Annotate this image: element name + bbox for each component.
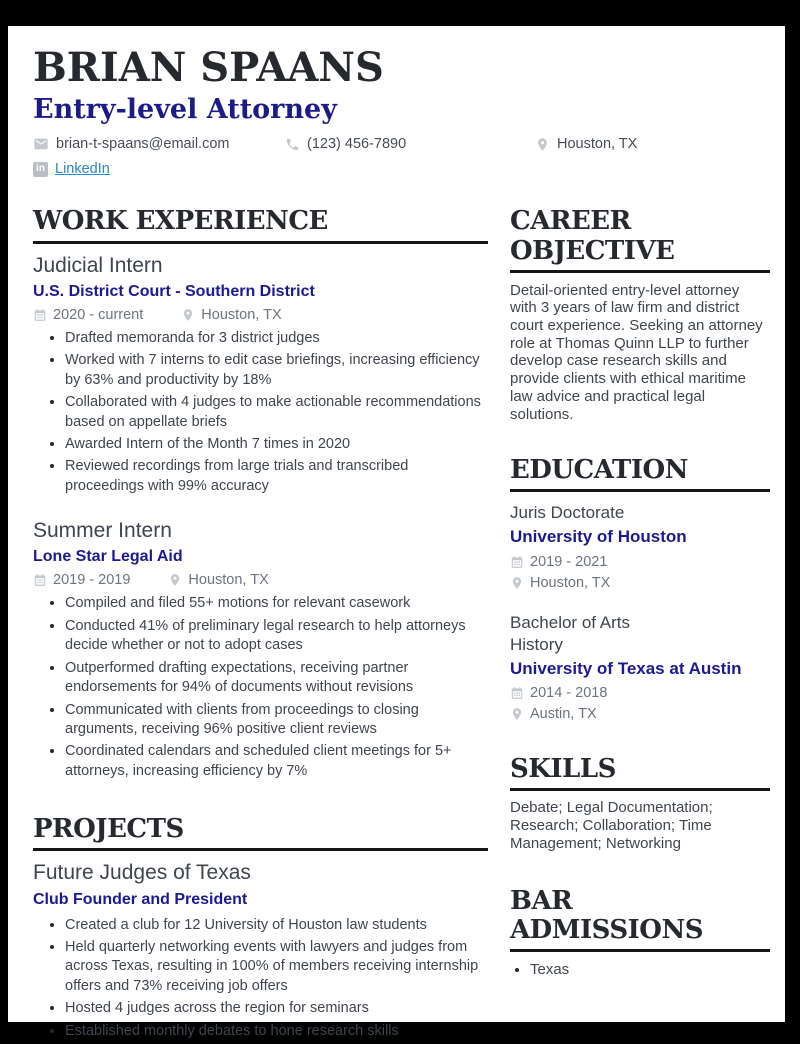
job-dates xyxy=(33,572,130,588)
contact-location xyxy=(535,136,637,152)
location-pin-icon xyxy=(510,576,524,590)
linkedin-icon: in xyxy=(33,162,48,177)
section-career-objective xyxy=(510,207,770,423)
contact-location-text: Houston, TX xyxy=(557,136,638,153)
job-location-text: Houston, TX xyxy=(201,306,282,323)
contact-email xyxy=(33,136,285,152)
career-objective-heading: CAREER OBJECTIVE xyxy=(510,207,770,272)
education-heading: EDUCATION xyxy=(510,456,770,492)
project-role: Club Founder and President xyxy=(33,890,248,908)
section-work-experience xyxy=(33,207,488,781)
calendar-icon xyxy=(33,308,47,322)
projects-heading: PROJECTS xyxy=(33,815,488,851)
bullet-item: • Worked with 7 interns to edit case briefings, increasing efficiency by 63% and productivity by 18% xyxy=(65,351,488,390)
project-bullet-list xyxy=(33,916,488,1042)
section-education xyxy=(510,456,770,722)
education-location-text: Austin, TX xyxy=(530,705,597,722)
bullet-item: • Hosted 4 judges across the region for seminars xyxy=(65,999,488,1018)
education-degree: Bachelor of Arts xyxy=(510,612,631,632)
bullet-item: • Held quarterly networking events with lawyers and judges from across Texas, resulting in 100% of members receiving internship offers and 73% receiving job offers xyxy=(65,938,488,996)
job-bullet-list xyxy=(33,594,488,781)
contact-info xyxy=(33,136,770,177)
bullet-item: • Awarded Intern of the Month 7 times in 2020 xyxy=(65,435,488,454)
candidate-name: BRIAN SPAANS xyxy=(33,44,384,91)
job-company: U.S. District Court - Southern District xyxy=(33,282,315,300)
job-title: Summer Intern xyxy=(33,519,172,543)
skills-text: Debate; Legal Documentation; Research; Collaboration; Time Management; Networking xyxy=(510,798,713,853)
bar-admissions-heading: BAR ADMISSIONS xyxy=(510,887,770,952)
job-dates-text: 2019 - 2019 xyxy=(53,572,131,589)
job-location-text: Houston, TX xyxy=(188,572,269,589)
contact-email-text: brian-t-spaans@email.com xyxy=(56,136,230,153)
section-bar-admissions xyxy=(510,887,770,980)
career-objective-text: Detail-oriented entry-level attorney with 3 years of law firm and district court experience. Seeking an attorney role at Thomas Quinn LLP to further develop case research skills and provide clients with ethical maritime law advice and practical legal solutions. xyxy=(510,281,763,423)
work-experience-heading: WORK EXPERIENCE xyxy=(33,207,488,243)
bar-admissions-list xyxy=(510,960,770,980)
job-entry-summer-intern xyxy=(33,518,488,781)
calendar-icon xyxy=(510,686,524,700)
bullet-item: • Texas xyxy=(530,960,770,980)
bullet-item: • Created a club for 12 University of Houston law students xyxy=(65,916,488,935)
bullet-item: • Outperformed drafting expectations, receiving partner endorsements for 94% of documents without revisions xyxy=(65,659,488,698)
bullet-item: • Conducted 41% of preliminary legal research to help attorneys decide whether or not to adopt cases xyxy=(65,617,488,656)
job-title: Judicial Intern xyxy=(33,253,163,277)
job-dates-text: 2020 - current xyxy=(53,306,144,323)
location-pin-icon xyxy=(168,573,182,587)
contact-row-2 xyxy=(33,161,770,177)
education-dates-text: 2019 - 2021 xyxy=(530,553,608,570)
linkedin-link[interactable]: LinkedIn xyxy=(55,161,110,178)
contact-phone xyxy=(285,136,535,152)
envelope-icon xyxy=(33,136,49,152)
calendar-icon xyxy=(33,573,47,587)
bullet-item: • Compiled and filed 55+ motions for relevant casework xyxy=(65,594,488,613)
education-location xyxy=(510,575,770,591)
contact-row-1 xyxy=(33,136,770,152)
project-entry xyxy=(33,860,488,1041)
candidate-title: Entry-level Attorney xyxy=(33,93,337,125)
job-location xyxy=(168,572,268,588)
right-column xyxy=(510,207,770,1044)
resume-header xyxy=(33,46,770,177)
bullet-item: • Reviewed recordings from large trials and transcribed proceedings with 99% accuracy xyxy=(65,457,488,496)
resume-page xyxy=(8,26,785,1039)
contact-phone-text: (123) 456-7890 xyxy=(307,136,407,153)
education-location-text: Houston, TX xyxy=(530,574,611,591)
location-pin-icon xyxy=(535,137,550,152)
education-school: University of Texas at Austin xyxy=(510,658,742,678)
job-meta-row xyxy=(33,307,488,323)
job-location xyxy=(181,307,281,323)
job-company: Lone Star Legal Aid xyxy=(33,548,183,566)
section-skills xyxy=(510,755,770,854)
skills-heading: SKILLS xyxy=(510,755,770,791)
education-degree: Juris Doctorate xyxy=(510,503,625,523)
bullet-item: • Drafted memoranda for 3 district judges xyxy=(65,329,488,348)
bullet-item: • Communicated with clients from proceedings to closing arguments, receiving 96% positive client reviews xyxy=(65,701,488,740)
job-bullet-list xyxy=(33,329,488,496)
education-location xyxy=(510,706,770,722)
education-school: University of Houston xyxy=(510,527,687,547)
project-title: Future Judges of Texas xyxy=(33,861,251,885)
education-entry-bachelor-of-arts xyxy=(510,612,770,722)
phone-icon xyxy=(285,137,300,152)
job-meta-row xyxy=(33,572,488,588)
location-pin-icon xyxy=(510,707,524,721)
location-pin-icon xyxy=(181,308,195,322)
education-dates xyxy=(510,685,770,701)
bullet-item: • Established monthly debates to hone research skills xyxy=(65,1022,488,1041)
section-projects xyxy=(33,815,488,1041)
bullet-item: • Coordinated calendars and scheduled client meetings for 5+ attorneys, increasing efficiency by 7% xyxy=(65,742,488,781)
bullet-item: • Collaborated with 4 judges to make actionable recommendations based on appellate briefs xyxy=(65,393,488,432)
education-field: History xyxy=(510,634,563,654)
education-dates-text: 2014 - 2018 xyxy=(530,684,608,701)
resume-body xyxy=(33,207,770,1044)
job-entry-judicial-intern xyxy=(33,253,488,497)
education-entry-juris-doctorate xyxy=(510,502,770,590)
contact-linkedin xyxy=(33,161,110,177)
calendar-icon xyxy=(510,555,524,569)
job-dates xyxy=(33,307,143,323)
education-dates xyxy=(510,554,770,570)
left-column xyxy=(33,207,488,1044)
